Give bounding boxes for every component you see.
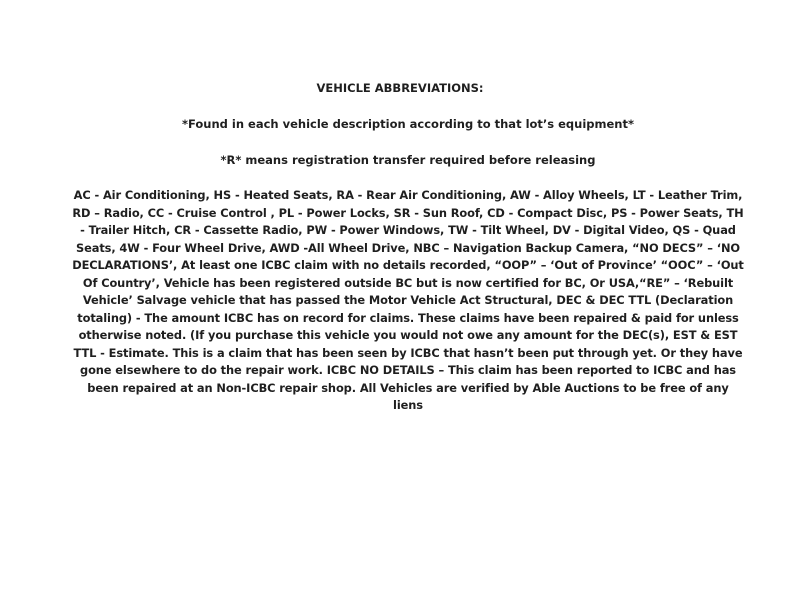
- abbreviations-paragraph: AC - Air Conditioning, HS - Heated Seats, RA - Rear Air Conditioning, AW - Alloy Wheels, LT - Leather Trim, RD – Radio, CC - Cruise Control , PL - Power Locks, SR - Sun Roof, CD - Compact Disc, PS - Power Seats, TH - Trailer Hitch, CR - Cassette Radio, PW - Power Windows, TW - Tilt Wheel, DV - Digital Video, QS - Quad Seats, 4W - Four Wheel Drive, AWD -All Wheel Drive, NBC – Navigation Backup Camera, “NO DECS” – ‘NO DECLARATIONS’, At least one ICBC claim with no details recorded, “OOP” – ‘Out of Province’ “OOC” – ‘Out Of Country’, Vehicle has been registered outside BC but is now certified for BC, Or USA,“RE” – ‘Rebuilt Vehicle’ Salvage vehicle that has passed the Motor Vehicle Act Structural, DEC & DEC TTL (Declaration totaling) - The amount ICBC has on record for claims. These claims have been repaired & paid for unless otherwise noted. (If you purchase this vehicle you would not owe any amount for the DEC(s), EST & EST TTL - Estimate. This is a claim that has been seen by ICBC that hasn’t been put through yet. Or they have gone elsewhere to do the repair work. ICBC NO DETAILS – This claim has been reported to ICBC and has been repaired at an Non-ICBC repair shop. All Vehicles are verified by Able Auctions to be free of any liens: [72, 188, 744, 412]
- equipment-note: *Found in each vehicle description according to that lot’s equipment*: [181, 117, 634, 131]
- document-title: VEHICLE ABBREVIATIONS:: [316, 81, 484, 95]
- registration-note: *R* means registration transfer required before releasing: [220, 153, 596, 167]
